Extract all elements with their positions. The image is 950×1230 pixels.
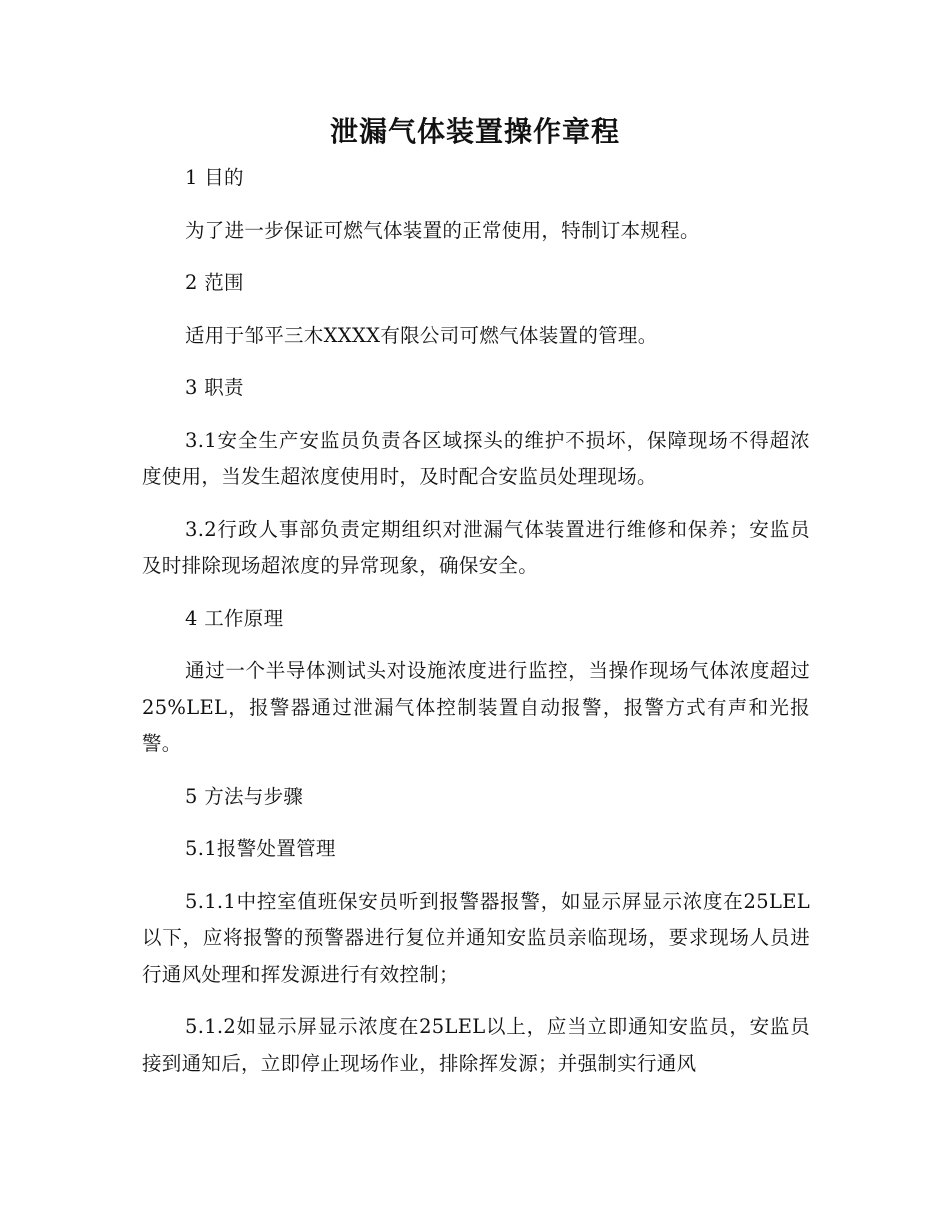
paragraph-step-5-1-2: 5.1.2如显示屏显示浓度在25LEL以上，应当立即通知安监员，安监员接到通知后，立即停止现场作业，排除挥发源；并强制实行通风 [142, 1015, 810, 1075]
section-heading-principle: 4 工作原理 [185, 606, 284, 630]
paragraph-duty-3-2: 3.2行政人事部负责定期组织对泄漏气体装置进行维修和保养；安监员及时排除现场超浓度的异常现象，确保安全。 [142, 517, 810, 577]
document-title: 泄漏气体装置操作章程 [329, 115, 620, 148]
paragraph-duty-3-1: 3.1安全生产安监员负责各区域探头的维护不损坏，保障现场不得超浓度使用，当发生超浓度使用时，及时配合安监员处理现场。 [142, 428, 810, 488]
section-heading-duties: 3 职责 [185, 376, 244, 399]
paragraph-principle: 通过一个半导体测试头对设施浓度进行监控，当操作现场气体浓度超过25%LEL，报警器通过泄漏气体控制装置自动报警，报警方式有声和光报警。 [142, 659, 810, 755]
paragraph-purpose: 为了进一步保证可燃气体装置的正常使用，特制订本规程。 [185, 218, 700, 242]
section-heading-scope: 2 范围 [185, 271, 244, 294]
paragraph-scope: 适用于邹平三木XXXX有限公司可燃气体装置的管理。 [185, 323, 658, 347]
document-body [142, 160, 810, 1098]
paragraph-step-5-1-1: 5.1.1中控室值班保安员听到报警器报警，如显示屏显示浓度在25LEL以下，应将报警的预警器进行复位并通知安监员亲临现场，要求现场人员进行通风处理和挥发源进行有效控制； [142, 889, 810, 986]
section-heading-purpose: 1 目的 [185, 166, 244, 189]
subsection-heading-alarm: 5.1报警处置管理 [185, 837, 336, 860]
section-heading-methods: 5 方法与步骤 [185, 784, 304, 808]
